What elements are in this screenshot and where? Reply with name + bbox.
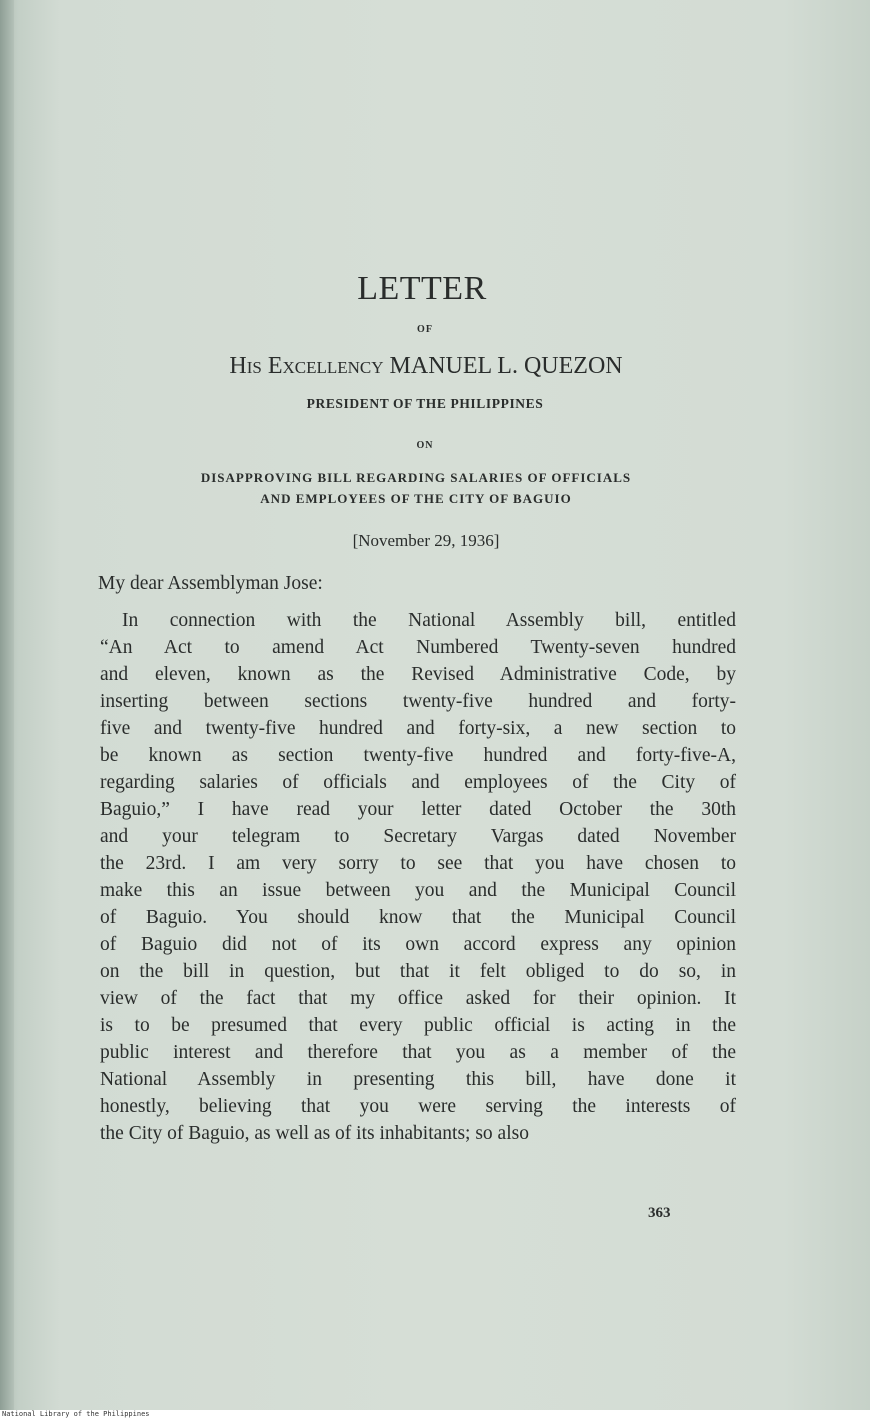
on-label: ON: [416, 440, 434, 451]
subject-heading: [96, 467, 736, 509]
document-title: LETTER: [357, 270, 487, 307]
body-line: honestly, believing that you were serving the interests of: [100, 1096, 736, 1117]
body-line: be known as section twenty-five hundred and forty-five-A,: [100, 745, 736, 766]
body-line: National Assembly in presenting this bill, have done it: [100, 1069, 736, 1090]
body-line: of Baguio did not of its own accord express any opinion: [100, 934, 736, 955]
subject-line-2: AND EMPLOYEES OF THE CITY OF BAGUIO: [260, 491, 572, 506]
library-credit: National Library of the Philippines: [2, 1410, 870, 1418]
author-name: His Excellency MANUEL L. QUEZON: [229, 353, 623, 379]
body-line: the City of Baguio, as well as of its inhabitants; so also: [100, 1123, 529, 1144]
body-line: Baguio,” I have read your letter dated October the 30th: [100, 799, 736, 820]
letter-date: [November 29, 1936]: [352, 531, 500, 550]
body-line: inserting between sections twenty-five hundred and forty-: [100, 691, 736, 712]
page-binding-edge: [0, 0, 14, 1410]
body-line: five and twenty-five hundred and forty-six, a new section to: [100, 718, 736, 739]
of-label: OF: [417, 324, 433, 335]
body-line: and eleven, known as the Revised Administrative Code, by: [100, 664, 736, 685]
body-line: the 23rd. I am very sorry to see that you have chosen to: [100, 853, 736, 874]
body-line: view of the fact that my office asked for their opinion. It: [100, 988, 736, 1009]
body-line: and your telegram to Secretary Vargas dated November: [100, 826, 736, 847]
letter-content: [96, 270, 736, 1147]
body-line: make this an issue between you and the Municipal Council: [100, 880, 736, 901]
body-line: on the bill in question, but that it felt obliged to do so, in: [100, 961, 736, 982]
body-line: is to be presumed that every public official is acting in the: [100, 1015, 736, 1036]
page-number: 363: [648, 1205, 671, 1221]
body-line: regarding salaries of officials and employees of the City of: [100, 772, 736, 793]
letter-body: [100, 607, 736, 1147]
body-line: “An Act to amend Act Numbered Twenty-seven hundred: [100, 637, 736, 658]
salutation: My dear Assemblyman Jose:: [98, 573, 323, 594]
subject-line-1: DISAPPROVING BILL REGARDING SALARIES OF OFFICIALS: [200, 470, 632, 485]
body-line: public interest and therefore that you as a member of the: [100, 1042, 736, 1063]
author-office: PRESIDENT OF THE PHILIPPINES: [306, 396, 544, 411]
body-line: In connection with the National Assembly bill, entitled: [122, 610, 736, 631]
body-line: of Baguio. You should know that the Municipal Council: [100, 907, 736, 928]
